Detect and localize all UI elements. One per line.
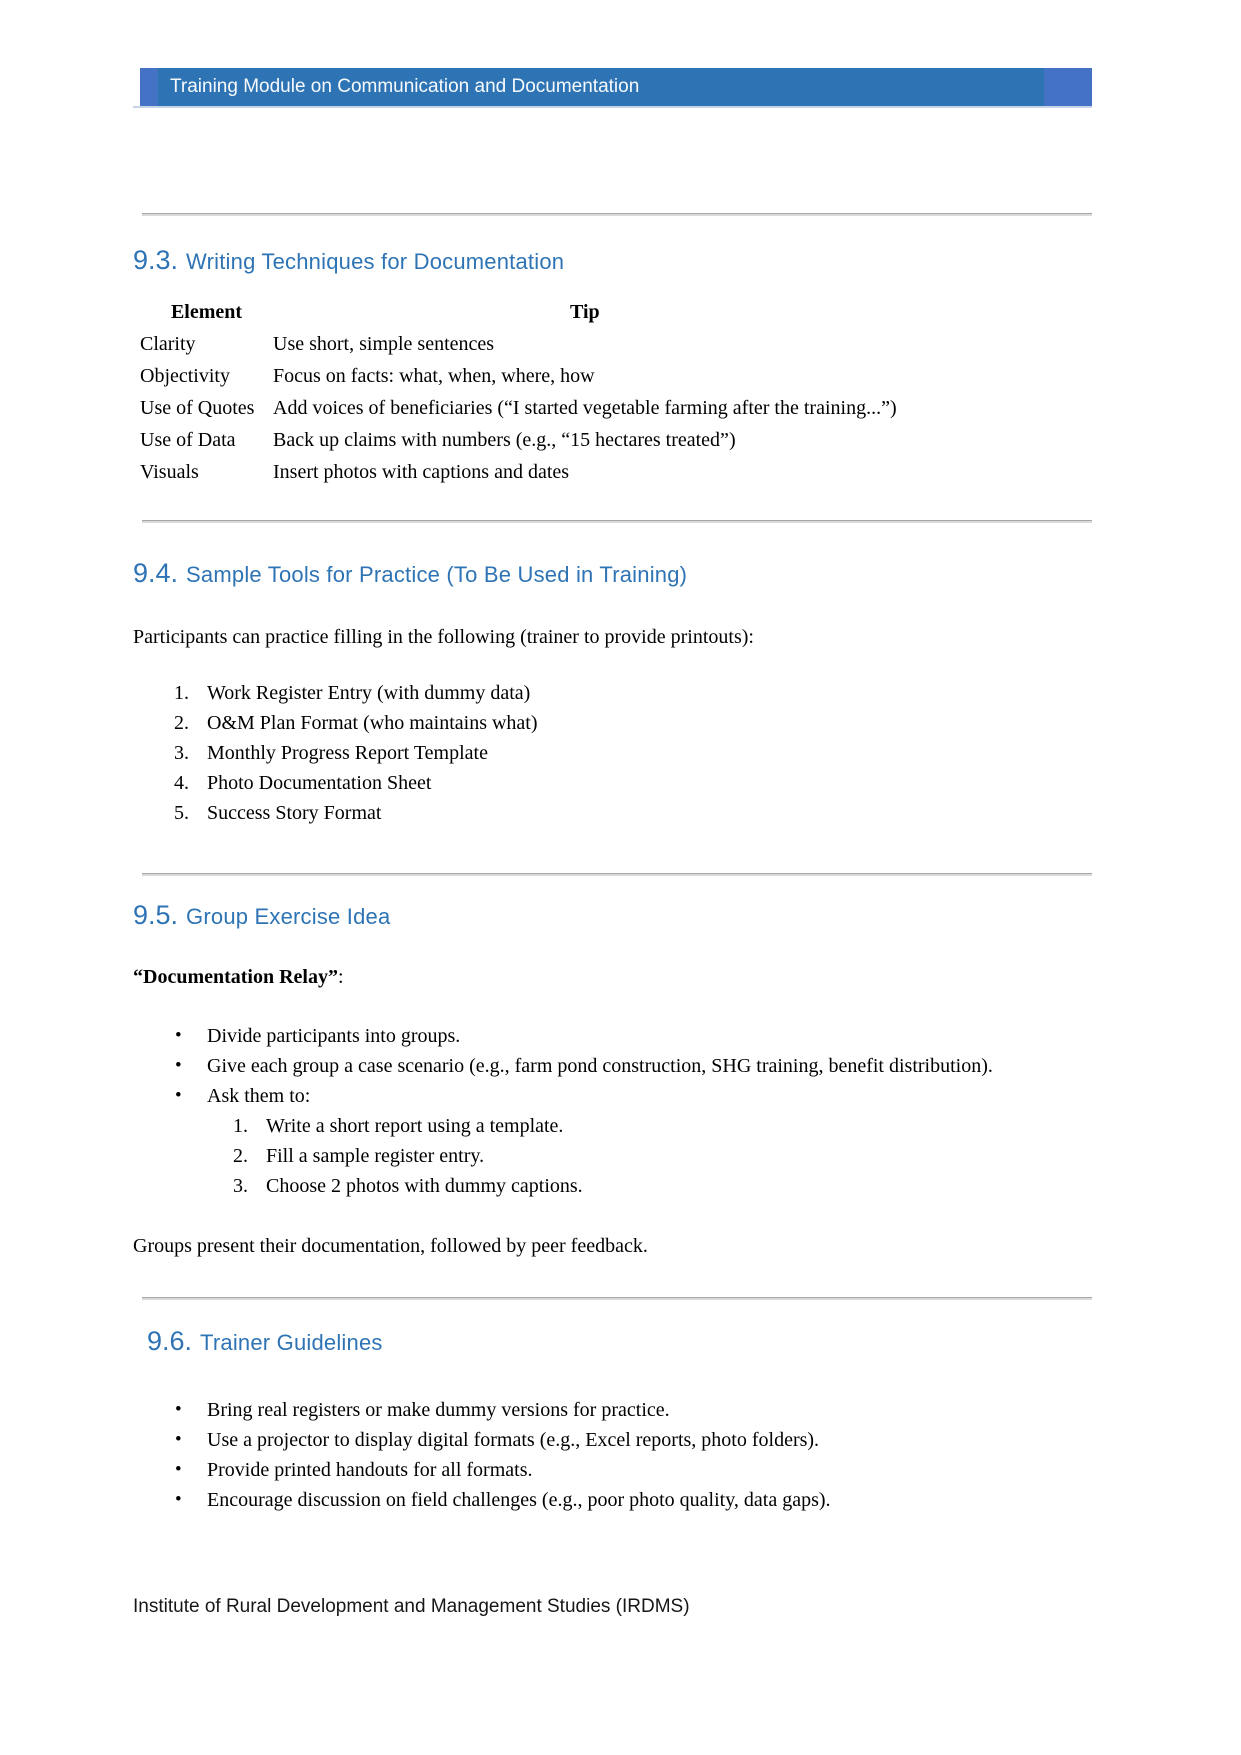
list-item [133, 1051, 999, 1081]
group-exercise-list [133, 1021, 1092, 1201]
section-96-number: 9.6. [147, 1326, 193, 1356]
list-item [133, 798, 1092, 828]
list-item [133, 768, 1092, 798]
list-item-text: Monthly Progress Report Template [207, 742, 488, 764]
section-95-closing: Groups present their documentation, followed by peer feedback. [133, 1235, 648, 1257]
list-item-text: Ask them to: [207, 1085, 311, 1107]
list-item-text: Write a short report using a template. [266, 1115, 564, 1137]
practice-tools-list [133, 678, 1092, 828]
trainer-guidelines-list [133, 1395, 1092, 1515]
column-header-tip: Tip [569, 301, 600, 323]
section-96-title: Trainer Guidelines [200, 1330, 383, 1355]
footer-text: Institute of Rural Development and Management Studies (IRDMS) [133, 1596, 690, 1617]
section-93-title: Writing Techniques for Documentation [186, 249, 565, 274]
section-divider [142, 873, 1092, 876]
list-item [133, 1081, 999, 1201]
list-item-text: Work Register Entry (with dummy data) [207, 682, 531, 704]
list-item-text: Provide printed handouts for all formats. [207, 1459, 533, 1481]
list-item-text: Success Story Format [207, 802, 382, 824]
section-96-heading [147, 1324, 1092, 1360]
list-item [133, 1395, 999, 1425]
element-cell: Use of Data [140, 429, 236, 451]
list-item-text: Give each group a case scenario (e.g., farm pond construction, SHG training, benefit distribution). [207, 1055, 993, 1077]
list-item-text: Bring real registers or make dummy versions for practice. [207, 1399, 670, 1421]
section-93-heading [133, 243, 1092, 279]
list-item-text: Fill a sample register entry. [266, 1145, 485, 1167]
tip-cell: Back up claims with numbers (e.g., “15 hectares treated”) [273, 429, 736, 451]
tip-cell: Add voices of beneficiaries (“I started vegetable farming after the training...”) [273, 397, 897, 419]
header-accent-left [140, 68, 158, 106]
list-item [207, 1141, 999, 1171]
header-accent-right [1044, 68, 1092, 106]
list-item [133, 1021, 999, 1051]
tip-cell: Use short, simple sentences [273, 333, 495, 355]
table-header-row [140, 296, 897, 328]
writing-techniques-table [140, 296, 897, 488]
element-cell: Clarity [140, 333, 196, 355]
list-item-text: O&M Plan Format (who maintains what) [207, 712, 538, 734]
exercise-steps-list [207, 1111, 999, 1201]
section-95-title: Group Exercise Idea [186, 904, 391, 929]
exercise-name-line [133, 962, 1092, 992]
section-divider [142, 213, 1092, 216]
list-item-text: Use a projector to display digital formats (e.g., Excel reports, photo folders). [207, 1429, 820, 1451]
table-row [140, 328, 897, 360]
table-row [140, 360, 897, 392]
table-row [140, 392, 897, 424]
list-item [133, 1485, 999, 1515]
section-94-number: 9.4. [133, 558, 179, 588]
section-95-heading [133, 898, 1092, 934]
element-cell: Objectivity [140, 365, 230, 387]
list-item [133, 678, 1092, 708]
list-item-text: Choose 2 photos with dummy captions. [266, 1175, 583, 1197]
table-row [140, 424, 897, 456]
section-94-heading [133, 556, 1092, 592]
list-item [133, 708, 1092, 738]
header-underline [133, 106, 1092, 108]
list-item [207, 1171, 999, 1201]
list-item-text: Encourage discussion on field challenges (e.g., poor photo quality, data gaps). [207, 1489, 831, 1511]
tip-cell: Focus on facts: what, when, where, how [273, 365, 595, 387]
element-cell: Use of Quotes [140, 397, 255, 419]
document-header-bar [140, 68, 1092, 106]
document-body [0, 213, 1241, 1618]
list-item-text: Divide participants into groups. [207, 1025, 461, 1047]
column-header-element: Element [170, 301, 243, 323]
section-94-title: Sample Tools for Practice (To Be Used in Training) [186, 562, 688, 587]
list-item-text: Photo Documentation Sheet [207, 772, 432, 794]
section-94-intro: Participants can practice filling in the following (trainer to provide printouts): [133, 626, 754, 648]
section-95-number: 9.5. [133, 900, 179, 930]
header-title: Training Module on Communication and Documentation [170, 76, 640, 97]
section-divider [142, 520, 1092, 523]
tip-cell: Insert photos with captions and dates [273, 461, 570, 483]
page-footer [133, 1596, 1092, 1618]
section-divider [142, 1297, 1092, 1300]
section-93-number: 9.3. [133, 245, 179, 275]
exercise-name: “Documentation Relay” [133, 966, 338, 988]
element-cell: Visuals [140, 461, 199, 483]
list-item [133, 738, 1092, 768]
exercise-name-suffix: : [337, 966, 344, 988]
table-row [140, 456, 897, 488]
list-item [133, 1455, 999, 1485]
list-item [207, 1111, 999, 1141]
list-item [133, 1425, 999, 1455]
